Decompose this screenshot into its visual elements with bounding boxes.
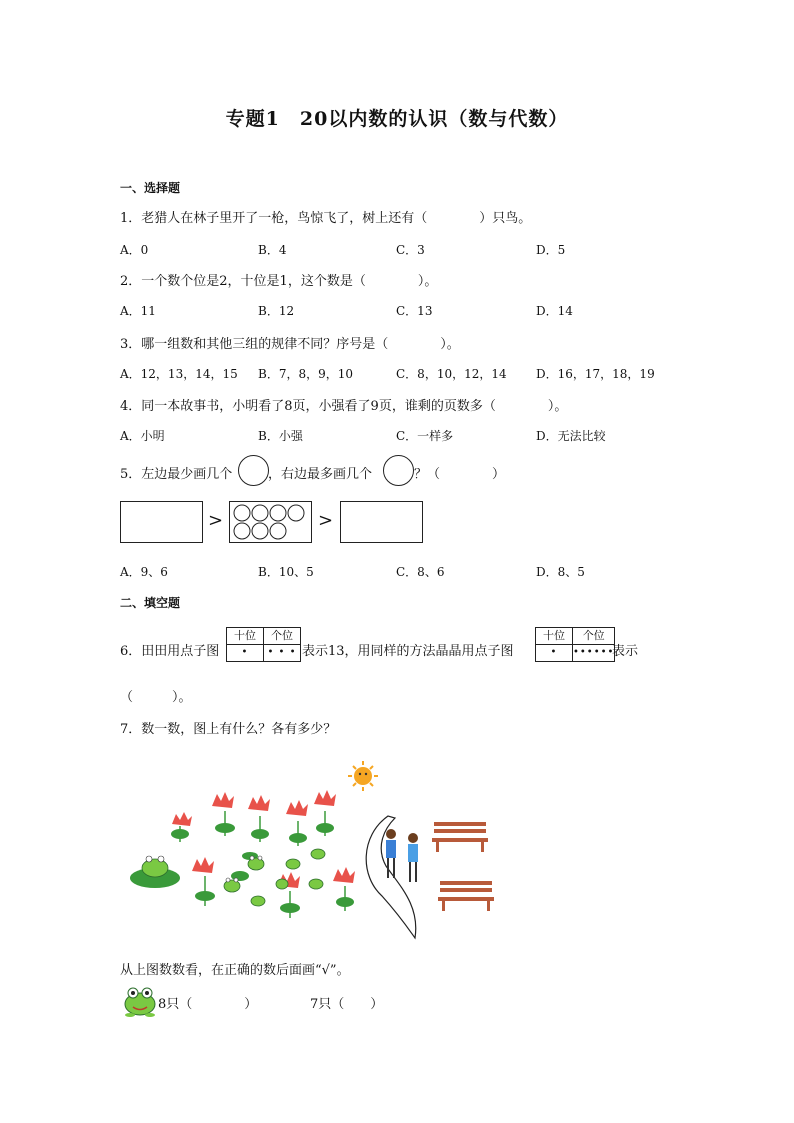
q3-option-c: C．8，10，12，14 — [396, 367, 507, 381]
q5-option-d: D．8、5 — [536, 565, 585, 579]
question-2: 2．一个数个位是2，十位是1，这个数是（ ）。 — [120, 274, 438, 289]
children-figures — [386, 829, 418, 882]
section-heading-fill: 二、填空题 — [120, 596, 181, 610]
tens-dots: • — [536, 645, 573, 662]
q2-option-d: D．14 — [536, 304, 573, 318]
seven-circles — [230, 502, 311, 542]
greater-than-sign: > — [318, 510, 334, 531]
circle-icon — [383, 455, 414, 486]
question-7: 7．数一数，图上有什么？各有多少？ — [120, 722, 337, 737]
question-6-part-c: 表示 — [612, 644, 639, 659]
tens-header: 十位 — [227, 628, 264, 645]
greater-than-sign: > — [208, 510, 224, 531]
answer-8-frogs: 8只（ ） — [158, 997, 258, 1012]
question-5-part-b: ，右边最多画几个 — [268, 467, 373, 482]
q5-option-a: A．9、6 — [120, 565, 168, 579]
place-value-table-2 — [535, 627, 615, 662]
middle-circle-box — [229, 501, 312, 543]
answer-7-frogs: 7只（ ） — [310, 997, 384, 1012]
question-1: 1．老猎人在林子里开了一枪，鸟惊飞了，树上还有（ ）只鸟。 — [120, 211, 532, 226]
q2-option-a: A．11 — [120, 304, 156, 318]
section-heading-choice: 一、选择题 — [120, 181, 181, 195]
tens-header: 十位 — [536, 628, 573, 645]
q1-option-c: C．3 — [396, 243, 425, 257]
question-6-part-a: 6．田田用点子图 — [120, 644, 220, 659]
q4-option-a: A．小明 — [120, 429, 165, 443]
bench-group — [432, 822, 494, 911]
frog-group — [130, 849, 325, 906]
tens-dots: • — [227, 645, 264, 662]
question-7-instruction: 从上图数数看，在正确的数后面画“√”。 — [120, 963, 350, 978]
ones-header: 个位 — [573, 628, 615, 645]
question-5-part-c: ？（ ） — [414, 467, 506, 482]
ones-dots: •••••• — [573, 645, 615, 662]
scene-illustration — [120, 756, 500, 944]
circle-icon — [238, 455, 269, 486]
page-title: 专题1 20以内数的认识（数与代数） — [225, 108, 569, 130]
right-answer-box — [340, 501, 423, 543]
q2-option-c: C．13 — [396, 304, 433, 318]
sun-icon — [348, 761, 378, 791]
question-6-answer-blank: （ ）。 — [120, 690, 192, 705]
q3-option-d: D．16，17，18，19 — [536, 367, 655, 381]
ones-dots: • • • — [264, 645, 301, 662]
question-6-part-b: 表示13，用同样的方法晶晶用点子图 — [302, 644, 514, 659]
q1-option-d: D．5 — [536, 243, 566, 257]
q4-option-c: C．一样多 — [396, 429, 454, 443]
q1-option-a: A．0 — [120, 243, 149, 257]
q4-option-d: D．无法比较 — [536, 429, 606, 443]
place-value-table-1 — [226, 627, 301, 662]
q3-option-a: A．12，13，14，15 — [120, 367, 238, 381]
question-5-part-a: 5．左边最少画几个 — [120, 467, 233, 482]
q5-option-c: C．8、6 — [396, 565, 445, 579]
question-4: 4．同一本故事书，小明看了8页，小强看了9页，谁剩的页数多（ ）。 — [120, 399, 568, 414]
q2-option-b: B．12 — [258, 304, 295, 318]
q5-option-b: B．10、5 — [258, 565, 314, 579]
left-answer-box — [120, 501, 203, 543]
frog-icon — [122, 982, 158, 1018]
ones-header: 个位 — [264, 628, 301, 645]
q4-option-b: B．小强 — [258, 429, 303, 443]
q3-option-b: B．7，8，9，10 — [258, 367, 353, 381]
q1-option-b: B．4 — [258, 243, 287, 257]
question-3: 3．哪一组数和其他三组的规律不同？序号是（ ）。 — [120, 337, 460, 352]
